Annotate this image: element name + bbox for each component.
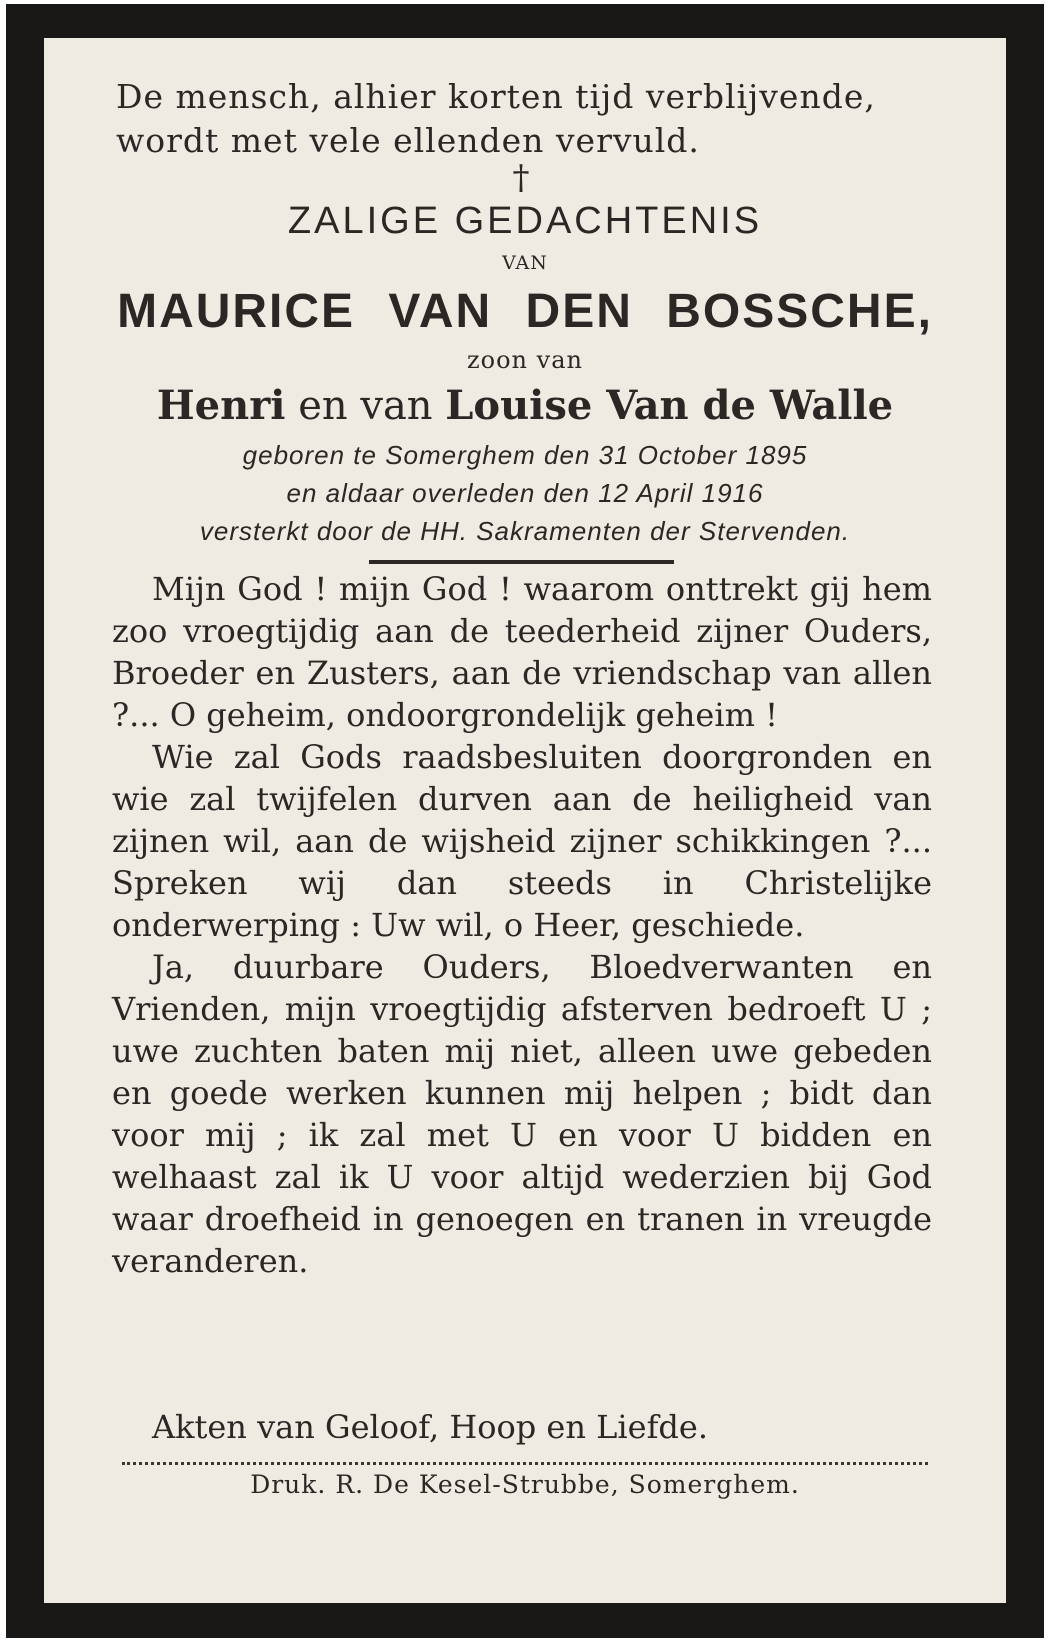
prayer-paragraph-3: Ja, duurbare Ouders, Bloedverwanten en Vrienden, mijn vroegtijdig afsterven bedroeft U ; uwe zuchten baten mij niet, alleen uwe gebeden en goede werken kunnen mij helpen ; bidt dan voor mij ; ik zal met U en voor U bidden en welhaast zal ik U voor altijd wederzien bij God waar droefheid in genoegen en tranen in vreugde veranderen. (112, 948, 932, 1280)
parents-connector: en van (298, 383, 433, 429)
card-paper (44, 38, 1006, 1603)
divider-rule (369, 560, 674, 564)
sacraments-line: versterkt door de HH. Sakramenten der Stervenden. (199, 516, 851, 546)
parents-line (44, 382, 1006, 429)
prayer-paragraph-2: Wie zal Gods raadsbesluiten doorgronden en wie zal twijfelen durven aan de heiligheid van zijnen wil, aan de wijsheid zijner schikkingen ?... Spreken wij dan steeds in Christelijke onderwerping : Uw wil, o Heer, geschiede. (112, 738, 932, 944)
closing-line: Akten van Geloof, Hoop en Liefde. (152, 1408, 708, 1446)
zoon-van-label: zoon van (467, 346, 583, 374)
cross-icon: † (512, 158, 530, 198)
van-label: VAN (502, 252, 548, 274)
motto-text: De mensch, alhier korten tijd verblijvende, wordt met vele ellenden vervuld. (116, 77, 876, 160)
memorial-card (6, 4, 1044, 1638)
dotted-divider (122, 1462, 928, 1465)
deceased-name: MAURICE VAN DEN BOSSCHE, (117, 285, 933, 338)
printer-credit: Druk. R. De Kesel-Strubbe, Somerghem. (250, 1470, 800, 1499)
birth-line: geboren te Somerghem den 31 October 1895 (242, 440, 808, 470)
dates-block (44, 436, 1006, 550)
death-line: en aldaar overleden den 12 April 1916 (286, 478, 764, 508)
father-name: Henri (156, 382, 286, 429)
prayer-paragraph-1: Mijn God ! mijn God ! waarom onttrekt gij hem zoo vroegtijdig aan de teederheid zijner Ouders, Broeder en Zusters, aan de vriendschap van allen ?... O geheim, ondoorgrondelijk geheim ! (112, 570, 932, 734)
heading-title: ZALIGE GEDACHTENIS (287, 200, 763, 242)
mother-name: Louise Van de Walle (445, 382, 894, 429)
prayer-body (112, 568, 932, 1282)
